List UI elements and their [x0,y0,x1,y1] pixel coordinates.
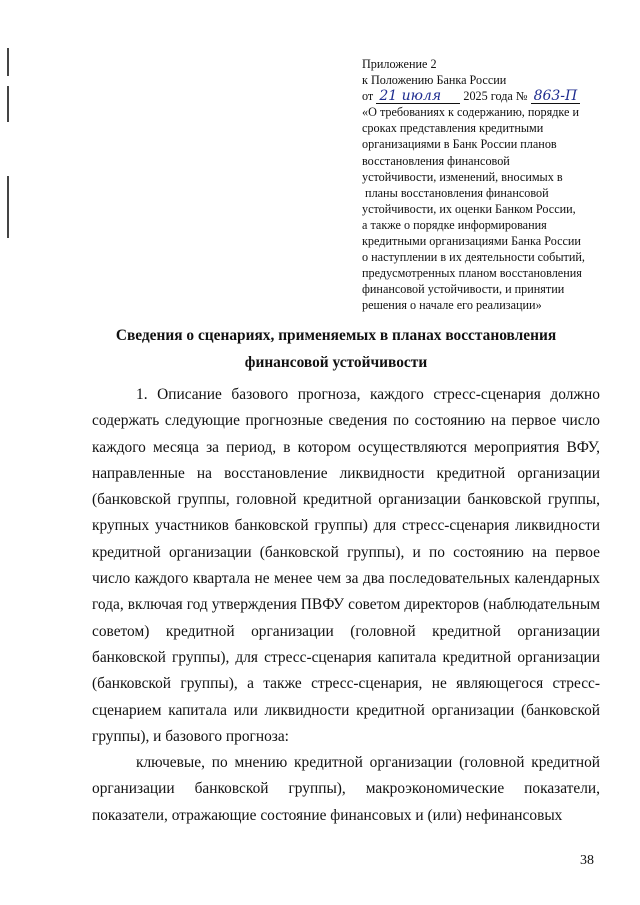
scan-mark [7,86,9,122]
regulation-line: устойчивости, изменений, вносимых в [362,169,563,184]
regulation-line: «О требованиях к содержанию, порядке и [362,105,580,120]
scan-mark [7,48,9,76]
section-title [70,322,602,376]
regulation-line: восстановления финансовой [362,153,510,168]
regulation-line: о наступлении в их деятельности событий, [362,250,585,265]
date-prefix: от [362,89,374,104]
regulation-line: предусмотренных планом восстановления [362,266,582,281]
page-number: 38 [580,853,594,868]
appendix-number: Приложение 2 [362,57,437,71]
title-line: Сведения о сценариях, применяемых в планах восстановления [115,327,557,344]
paragraph-1: 1. Описание базового прогноза, каждого стресс-сценария должно содержать следующие прогнозные сведения по состоянию на первое число каждого месяца за период, в котором осуществляются мероприятия ВФУ, направленные на восстановление ликвидности кредитной организации (банковской группы, головной кредитной организации банковской группы, крупных участников банковской группы) для стресс-сценария ликвидности кредитной организации (банковской группы), и по состоянию на первое число каждого квартала не менее чем за два последовательных календарных года, включая год утверждения ПВФУ советом директоров (наблюдательным советом) кредитной организации (головной кредитной организации банковской группы), для стресс-сценария капитала кредитной организации (банковской группы), а также стресс-сценария, не являющегося стресс-сценарием капитала или ликвидности кредитной организации (банковской группы), и базового прогноза: [92,386,600,745]
scan-mark [7,176,9,238]
handwritten-number: 863-П [531,90,581,104]
regulation-line: устойчивости, их оценки Банком России, [362,201,576,216]
regulation-line: организациями в Банк России планов [362,137,557,152]
paragraph-2: ключевые, по мнению кредитной организации (головной кредитной организации банковской группы), макроэкономические показатели, показатели, отражающие состояние финансовых и (или) нефинансовых [92,754,600,824]
regulation-line: кредитными организациями Банка России [362,234,581,249]
regulation-line: планы восстановления финансовой [362,185,549,200]
regulation-line: финансовой устойчивости, и принятии [362,282,565,297]
handwritten-date: 21 июля [376,90,460,104]
title-line: финансовой устойчивости [244,354,428,371]
regulation-line: а также о порядке информирования [362,217,547,232]
appendix-header [362,56,612,314]
document-body [92,382,600,829]
year-text: 2025 года № [463,89,528,104]
regulation-line: решения о начале его реализации» [362,298,542,313]
regulation-line: сроках представления кредитными [362,121,544,136]
appendix-reference: к Положению Банка России [362,73,507,88]
appendix-date-line [362,88,612,104]
